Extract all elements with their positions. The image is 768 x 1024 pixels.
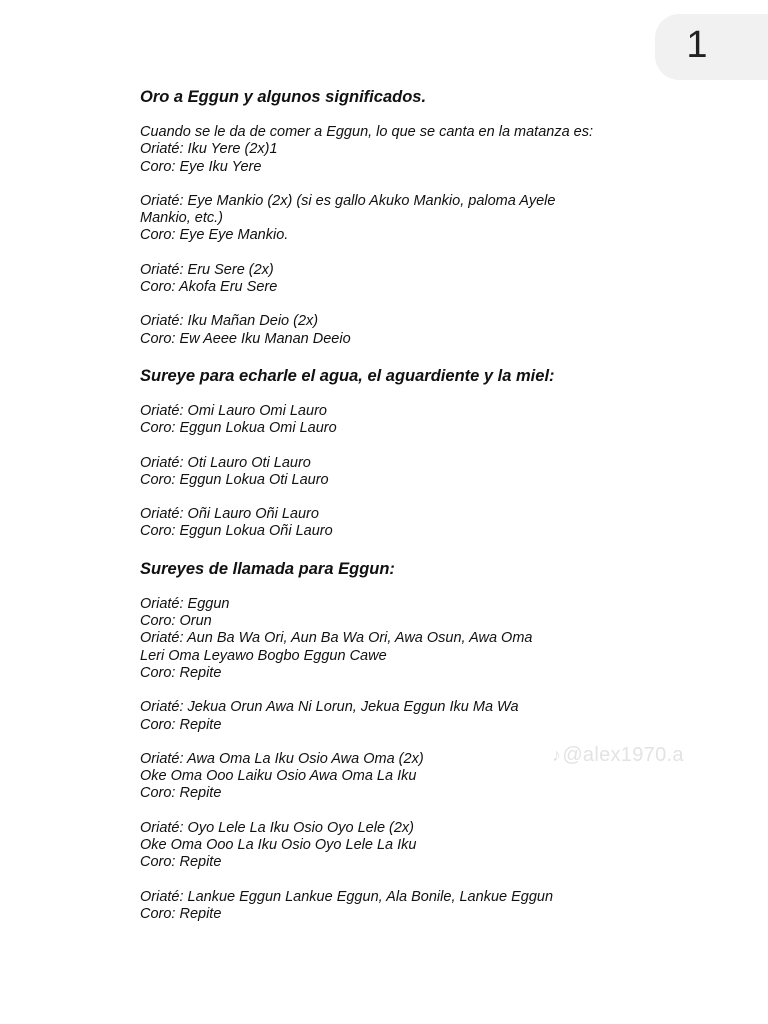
stanza [140, 455, 660, 490]
text-line: Oriaté: Oyo Lele La Iku Osio Oyo Lele (2x) [140, 819, 415, 836]
text-line: Oriaté: Lankue Eggun Lankue Eggun, Ala Bonile, Lankue Eggun [140, 888, 554, 905]
text-line: Coro: Repite [140, 664, 222, 681]
text-line: Coro: Eye Iku Yere [140, 158, 262, 175]
section-title: Oro a Eggun y algunos significados. [140, 88, 427, 106]
text-line: Cuando se le da de comer a Eggun, lo que se canta en la matanza es: [140, 124, 594, 140]
text-line: Coro: Akofa Eru Sere [140, 279, 278, 296]
text-line: Oriaté: Oti Lauro Oti Lauro [140, 454, 311, 471]
text-line: Oriaté: Omi Lauro Omi Lauro [140, 402, 327, 419]
text-line: Coro: Eggun Lokua Oti Lauro [140, 471, 329, 488]
stanza [140, 313, 660, 348]
text-line: Oke Oma Ooo La Iku Osio Oyo Lele La Iku [140, 837, 417, 854]
text-line: Oriaté: Eggun [140, 595, 230, 612]
text-line: Oriaté: Jekua Orun Awa Ni Lorun, Jekua Eggun Iku Ma Wa [140, 699, 519, 716]
stanza [140, 506, 660, 541]
text-line: Coro: Ew Aeee Iku Manan Deeio [140, 330, 351, 347]
page-number-badge [655, 14, 768, 80]
tiktok-icon: ♪ [552, 745, 562, 765]
text-line: Coro: Repite [140, 905, 222, 922]
page-number: 1 [686, 24, 708, 66]
text-line: Oriaté: Oñi Lauro Oñi Lauro [140, 506, 319, 523]
text-line: Coro: Repite [140, 785, 222, 802]
text-line: Mankio, etc.) [140, 210, 223, 227]
stanza [140, 403, 660, 438]
text-line: Oke Oma Ooo Laiku Osio Awa Oma La Iku [140, 768, 417, 785]
watermark-text: @alex1970.a [562, 744, 684, 766]
text-line: Oriaté: Eye Mankio (2x) (si es gallo Akuko Mankio, paloma Ayele [140, 192, 556, 209]
text-line: Coro: Repite [140, 854, 222, 871]
stanza [140, 262, 660, 297]
text-line: Coro: Eggun Lokua Omi Lauro [140, 420, 337, 437]
section-title: Sureyes de llamada para Eggun: [140, 559, 395, 578]
text-line: Coro: Eggun Lokua Oñi Lauro [140, 523, 333, 540]
stanza [140, 889, 660, 924]
stanza [140, 699, 660, 734]
text-line: Oriaté: Iku Yere (2x)1 [140, 141, 278, 158]
stanza [140, 124, 660, 176]
text-line: Oriaté: Aun Ba Wa Ori, Aun Ba Wa Ori, Awa Osun, Awa Oma [140, 630, 533, 647]
stanza [140, 596, 660, 682]
text-line: Leri Oma Leyawo Bogbo Eggun Cawe [140, 647, 387, 664]
text-line: Oriaté: Awa Oma La Iku Osio Awa Oma (2x) [140, 750, 424, 767]
text-line: Coro: Orun [140, 613, 212, 630]
section-title: Sureye para echarle el agua, el aguardiente y la miel: [140, 366, 555, 385]
text-line: Coro: Repite [140, 716, 222, 733]
stanza [140, 193, 660, 245]
text-line: Oriaté: Iku Mañan Deio (2x) [140, 313, 319, 330]
document-body [140, 86, 660, 940]
stanza [140, 820, 660, 872]
text-line: Coro: Eye Eye Mankio. [140, 227, 289, 244]
watermark [552, 744, 684, 767]
text-line: Oriaté: Eru Sere (2x) [140, 261, 274, 278]
